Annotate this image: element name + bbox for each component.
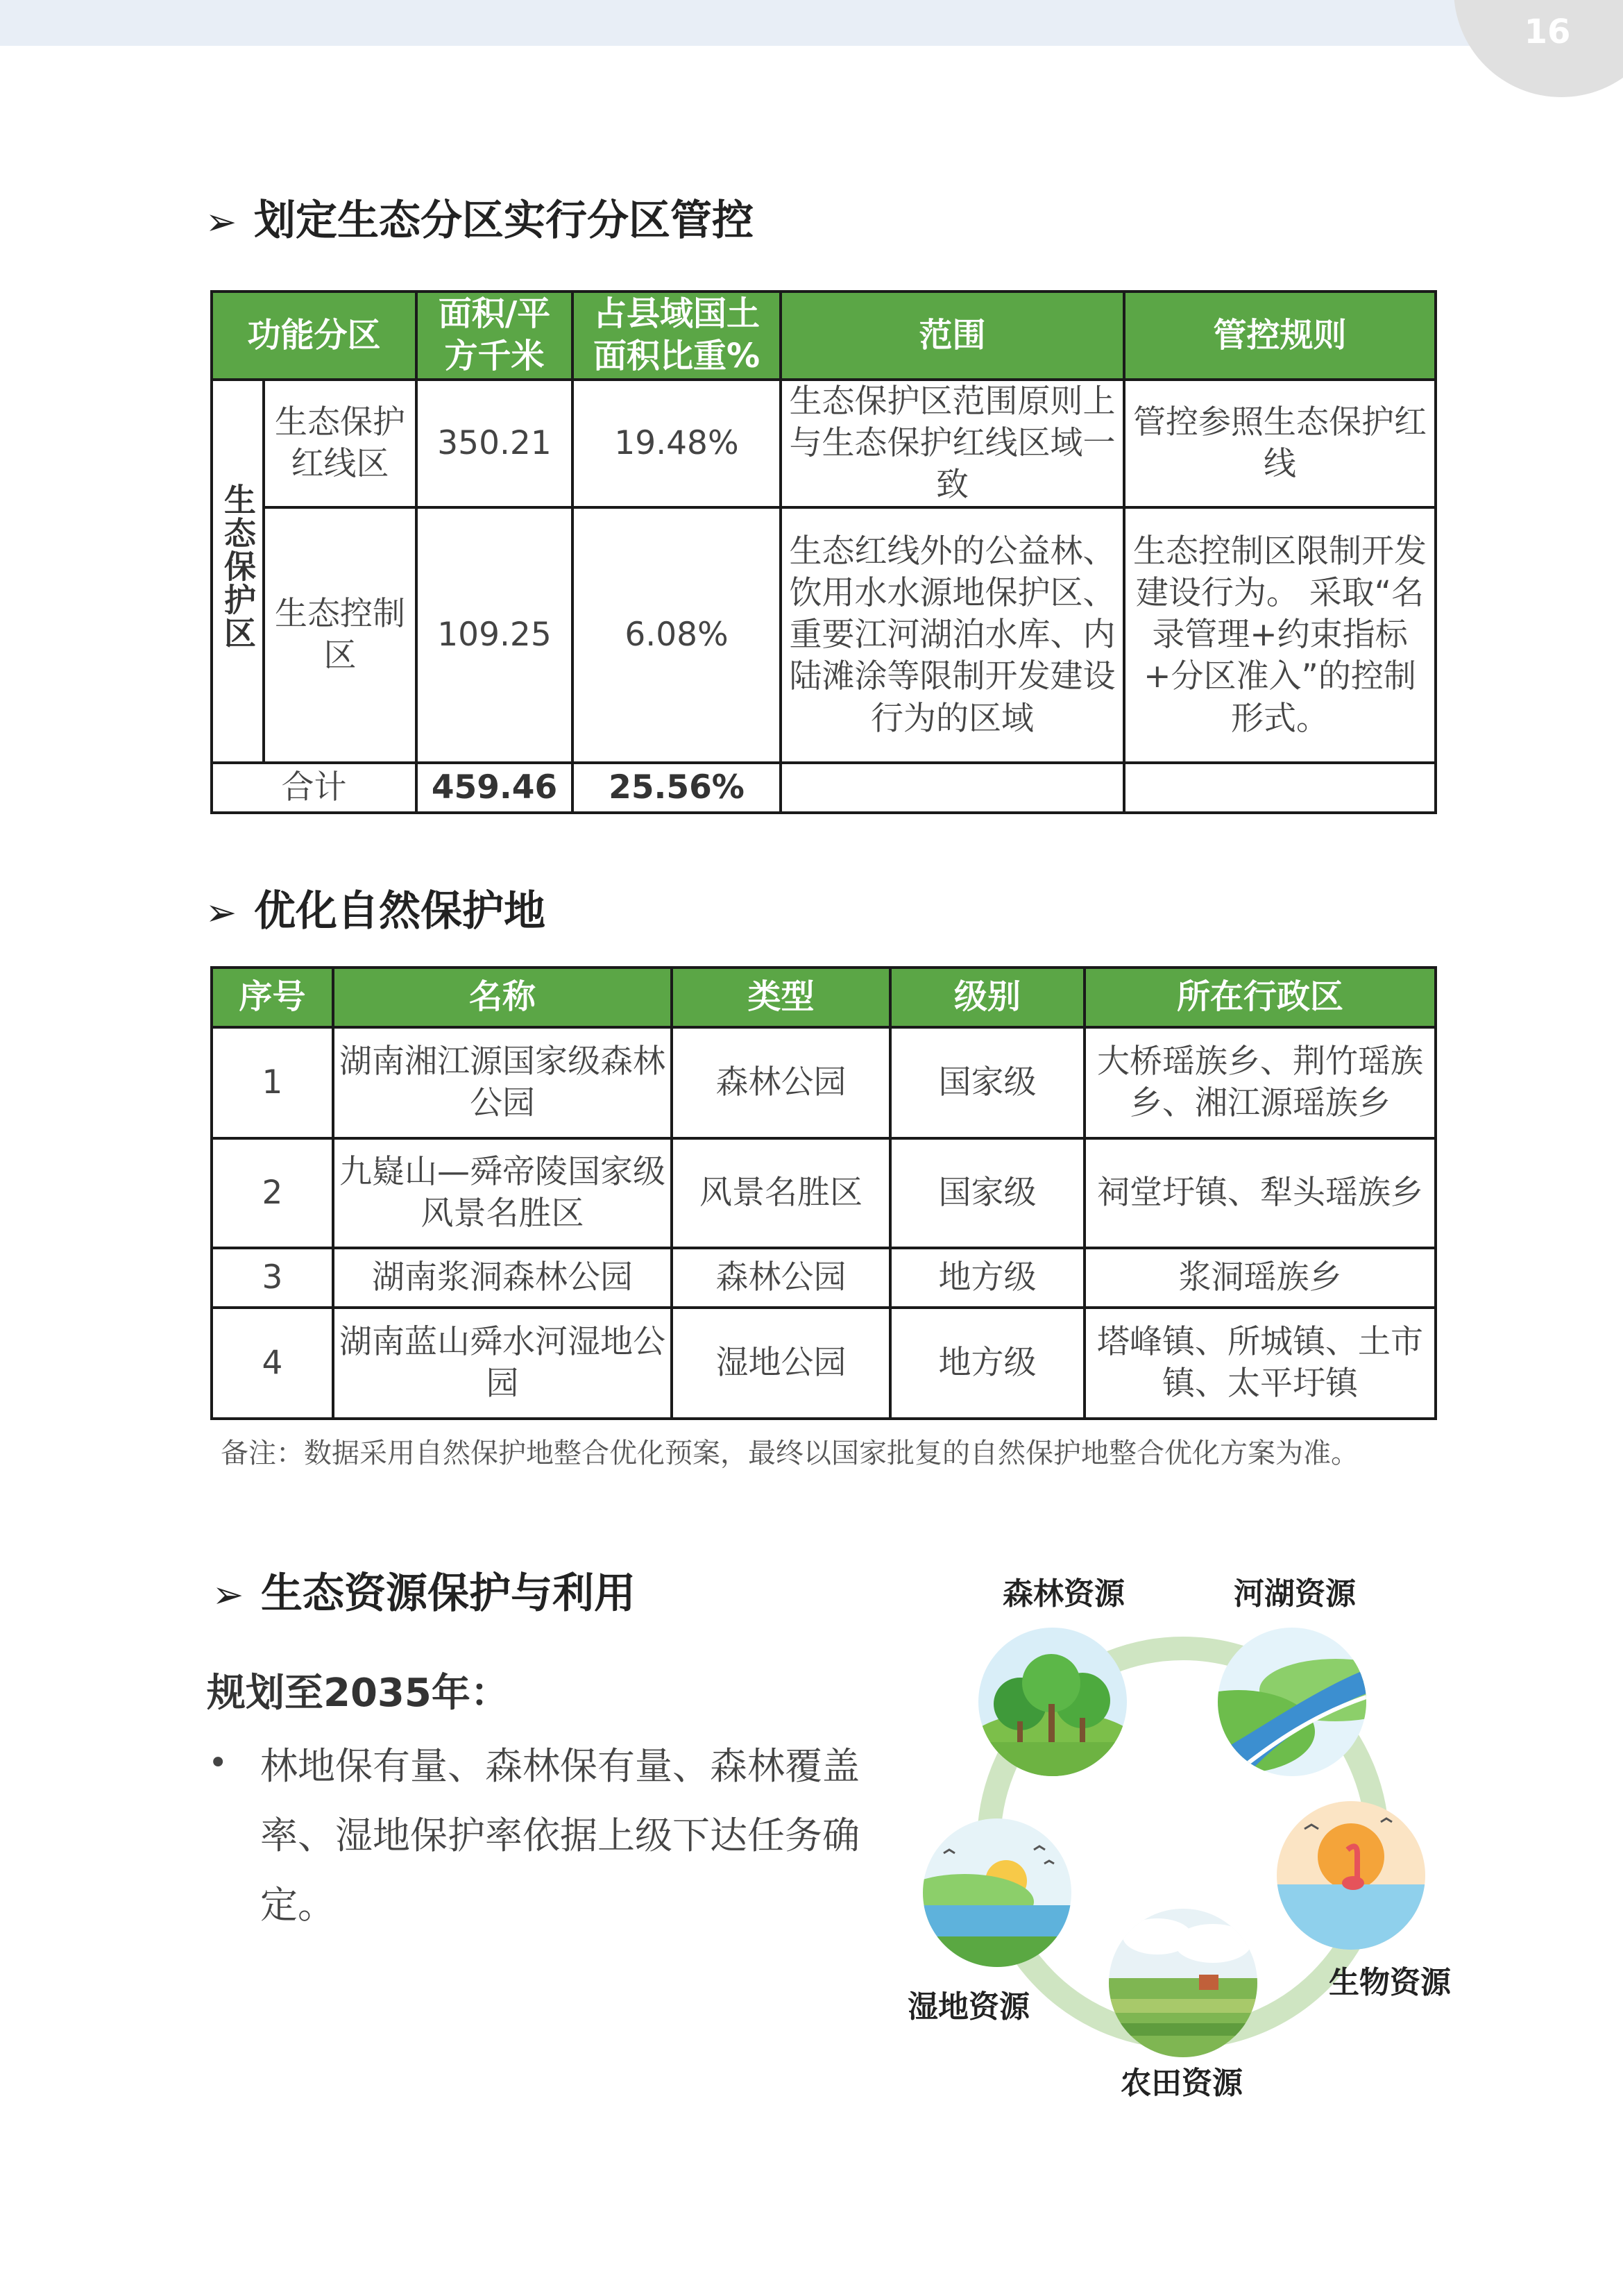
name-cell: 湖南浆洞森林公园 — [333, 1248, 672, 1308]
total-area: 459.46 — [416, 763, 572, 813]
table-header-row — [212, 968, 1436, 1027]
name-cell: 九嶷山—舜帝陵国家级风景名胜区 — [333, 1138, 672, 1248]
no-cell: 3 — [212, 1248, 333, 1308]
rule-cell: 生态控制区限制开发建设行为。 采取“名录管理+约束指标+分区准入”的控制形式。 — [1124, 507, 1436, 763]
level-cell: 国家级 — [890, 1138, 1085, 1248]
table-row — [212, 1027, 1436, 1138]
region-cell: 祠堂圩镇、犁头瑶族乡 — [1085, 1138, 1436, 1248]
reserve-table — [210, 966, 1437, 1420]
table-note: 备注：数据采用自然保护地整合优化预案，最终以国家批复的自然保护地整合优化方案为准。 — [221, 1437, 1359, 1469]
ratio-cell: 19.48% — [572, 380, 781, 507]
plan-heading: 规划至2035年： — [207, 1671, 509, 1716]
table-row — [212, 1308, 1436, 1419]
label-river: 河湖资源 — [1234, 1576, 1356, 1612]
type-cell: 森林公园 — [672, 1248, 890, 1308]
table-row — [212, 380, 1436, 507]
arrow-bullet-icon: ➢ — [205, 890, 237, 934]
table-header: 管控规则 — [1124, 292, 1436, 380]
total-ratio: 25.56% — [572, 763, 781, 813]
table-row — [212, 1138, 1436, 1248]
empty-cell — [781, 763, 1124, 813]
group-label: 生态保护区 — [219, 482, 257, 650]
total-label: 合计 — [212, 763, 416, 813]
table-header: 级别 — [890, 968, 1085, 1027]
zoning-table — [210, 290, 1437, 814]
type-cell: 风景名胜区 — [672, 1138, 890, 1248]
label-bio: 生物资源 — [1329, 1965, 1451, 2000]
arrow-bullet-icon: ➢ — [212, 1573, 244, 1617]
river-illustration-icon — [1218, 1628, 1366, 1776]
type-cell: 湿地公园 — [672, 1308, 890, 1419]
table-header: 占县域国土面积比重% — [572, 292, 781, 380]
ratio-cell: 6.08% — [572, 507, 781, 763]
label-forest: 森林资源 — [1003, 1576, 1125, 1612]
area-cell: 109.25 — [416, 507, 572, 763]
table-header: 范围 — [781, 292, 1124, 380]
no-cell: 1 — [212, 1027, 333, 1138]
table-header-row — [212, 292, 1436, 380]
name-cell: 湖南湘江源国家级森林公园 — [333, 1027, 672, 1138]
plan-bullet-text: 林地保有量、森林保有量、森林覆盖率、湿地保护率依据上级下达任务确定。 — [260, 1744, 860, 1927]
empty-cell — [1124, 763, 1436, 813]
forest-illustration-icon — [978, 1628, 1127, 1776]
region-cell: 塔峰镇、所城镇、土市镇、太平圩镇 — [1085, 1308, 1436, 1419]
bio-illustration-icon — [1277, 1801, 1425, 1950]
table-header: 所在行政区 — [1085, 968, 1436, 1027]
table-header: 功能分区 — [212, 292, 416, 380]
table-header: 序号 — [212, 968, 333, 1027]
table-header: 面积/平方千米 — [416, 292, 572, 380]
top-band — [0, 0, 1623, 46]
scope-cell: 生态红线外的公益林、饮用水水源地保护区、重要江河湖泊水库、内陆滩涂等限制开发建设行为的区域 — [781, 507, 1124, 763]
wetland-illustration-icon — [923, 1818, 1071, 1967]
table-header: 类型 — [672, 968, 890, 1027]
level-cell: 地方级 — [890, 1248, 1085, 1308]
table-row — [212, 1248, 1436, 1308]
no-cell: 2 — [212, 1138, 333, 1248]
page-number: 16 — [1524, 12, 1571, 51]
region-cell: 浆洞瑶族乡 — [1085, 1248, 1436, 1308]
group-label-cell — [212, 380, 264, 763]
bullet-dot: • — [208, 1744, 228, 1782]
scope-cell: 生态保护区范围原则上与生态保护红线区域一致 — [781, 380, 1124, 507]
level-cell: 地方级 — [890, 1308, 1085, 1419]
arrow-bullet-icon: ➢ — [205, 200, 237, 244]
farm-illustration-icon — [1109, 1909, 1257, 2057]
zone-cell: 生态控制区 — [264, 507, 416, 763]
name-cell: 湖南蓝山舜水河湿地公园 — [333, 1308, 672, 1419]
section-title: 优化自然保护地 — [254, 887, 545, 936]
area-cell: 350.21 — [416, 380, 572, 507]
label-wetland: 湿地资源 — [908, 1989, 1030, 2025]
section-title: 划定生态分区实行分区管控 — [254, 196, 754, 245]
rule-cell: 管控参照生态保护红线 — [1124, 380, 1436, 507]
region-cell: 大桥瑶族乡、荆竹瑶族乡、湘江源瑶族乡 — [1085, 1027, 1436, 1138]
label-farm: 农田资源 — [1121, 2066, 1243, 2101]
no-cell: 4 — [212, 1308, 333, 1419]
section-heading-resources — [212, 1560, 636, 1620]
section-heading-zoning — [205, 187, 754, 247]
section-heading-reserves — [205, 878, 545, 938]
zone-cell: 生态保护红线区 — [264, 380, 416, 507]
type-cell: 森林公园 — [672, 1027, 890, 1138]
resource-cycle-diagram — [902, 1548, 1527, 2117]
level-cell: 国家级 — [890, 1027, 1085, 1138]
section-title: 生态资源保护与利用 — [261, 1569, 636, 1618]
table-row — [212, 507, 1436, 763]
table-header: 名称 — [333, 968, 672, 1027]
total-row — [212, 763, 1436, 813]
